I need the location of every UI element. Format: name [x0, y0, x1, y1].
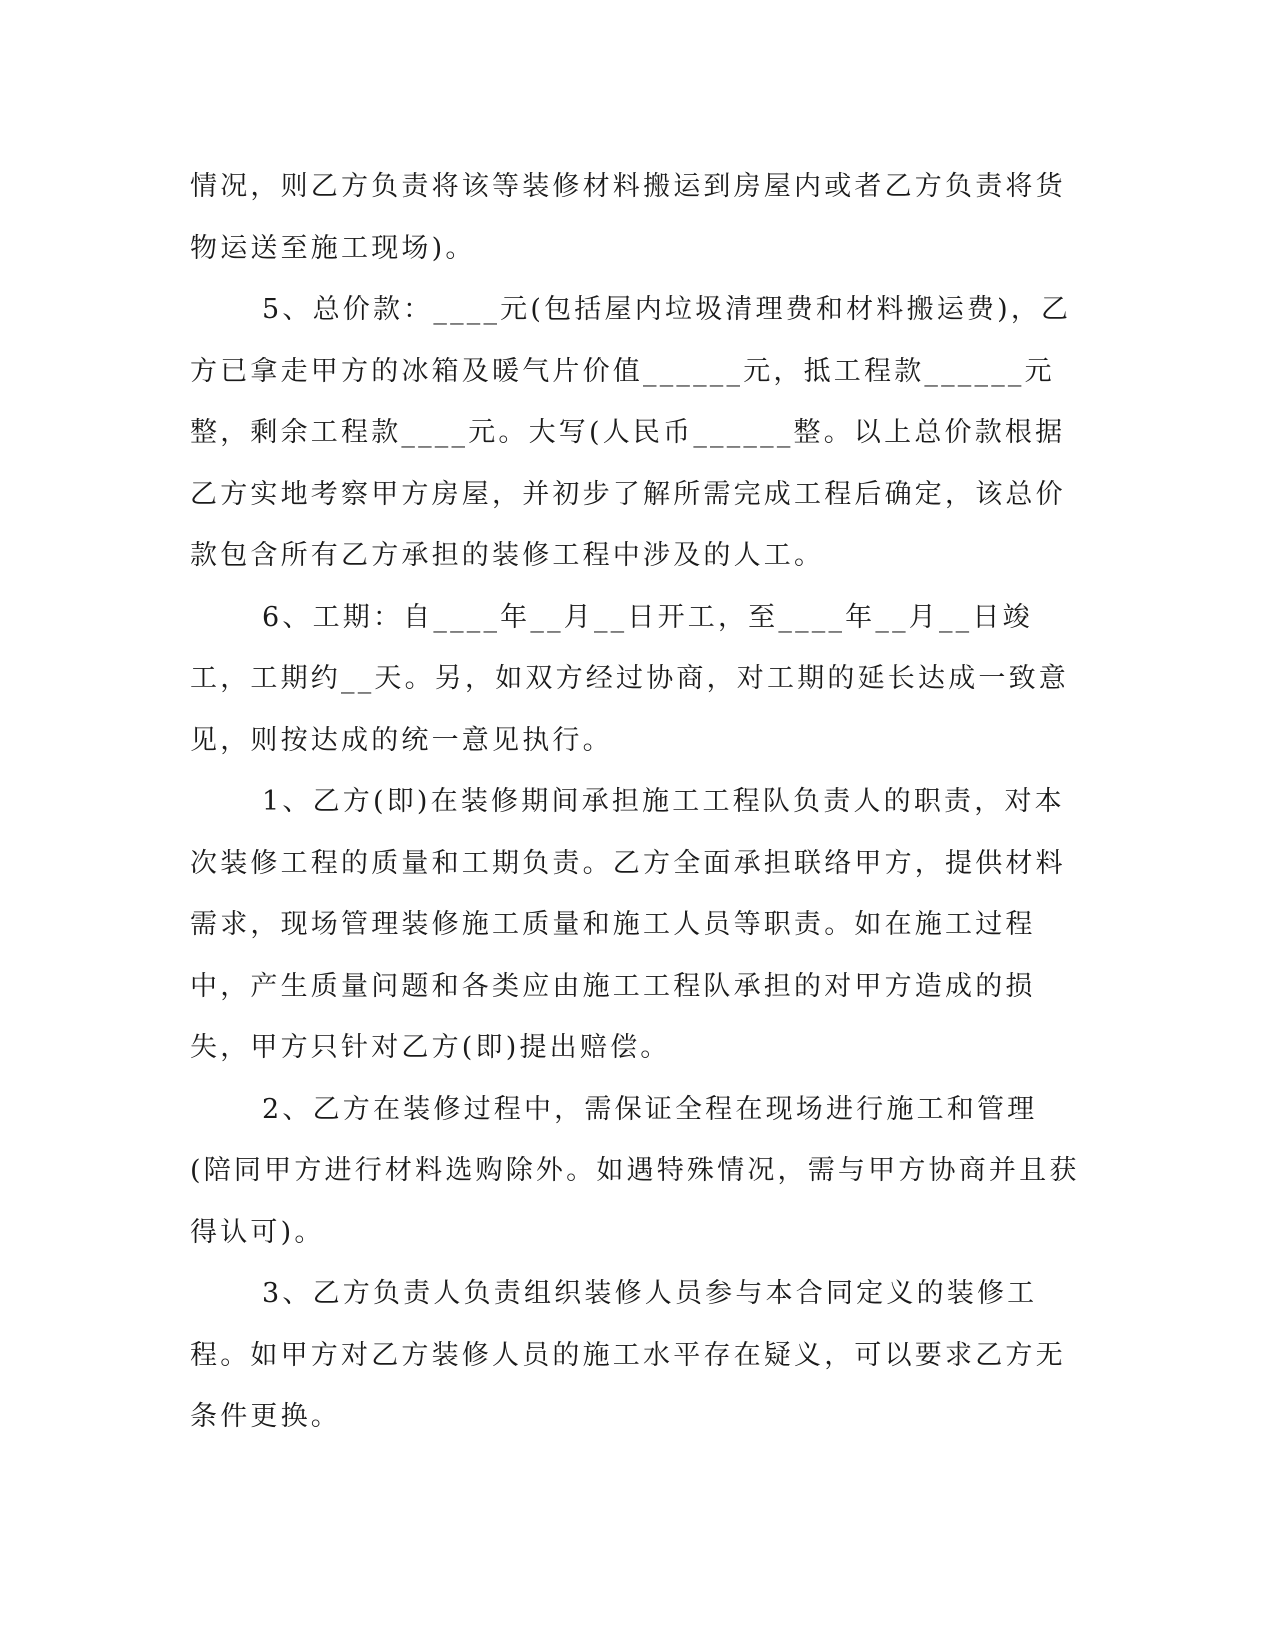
paragraph-clause-6-schedule: 6、工期：自____年__月__日开工，至____年__月__日竣工，工期约__天。另，如双方经过协商，对工期的延长达成一致意见，则按达成的统一意见执行。	[190, 601, 1069, 756]
paragraph-continuation: 情况，则乙方负责将该等装修材料搬运到房屋内或者乙方负责将货物运送至施工现场)。	[190, 171, 1066, 264]
document-page	[190, 156, 1080, 1448]
paragraph-clause-5-total-price: 5、总价款：____元(包括屋内垃圾清理费和材料搬运费)，乙方已拿走甲方的冰箱及暖气片价值______元，抵工程款______元整，剩余工程款____元。大写(人民币______整。以上总价款根据乙方实地考察甲方房屋，并初步了解所需完成工程后确定，该总价款包含所有乙方承担的装修工程中涉及的人工。	[190, 294, 1072, 571]
paragraph-duty-1: 1、乙方(即)在装修期间承担施工工程队负责人的职责，对本次装修工程的质量和工期负责。乙方全面承担联络甲方，提供材料需求，现场管理装修施工质量和施工人员等职责。如在施工过程中，产生质量问题和各类应由施工工程队承担的对甲方造成的损失，甲方只针对乙方(即)提出赔偿。	[190, 786, 1066, 1063]
paragraph-duty-3: 3、乙方负责人负责组织装修人员参与本合同定义的装修工程。如甲方对乙方装修人员的施工水平存在疑义，可以要求乙方无条件更换。	[190, 1278, 1066, 1432]
paragraph-duty-2: 2、乙方在装修过程中，需保证全程在现场进行施工和管理(陪同甲方进行材料选购除外。如遇特殊情况，需与甲方协商并且获得认可)。	[190, 1093, 1080, 1248]
